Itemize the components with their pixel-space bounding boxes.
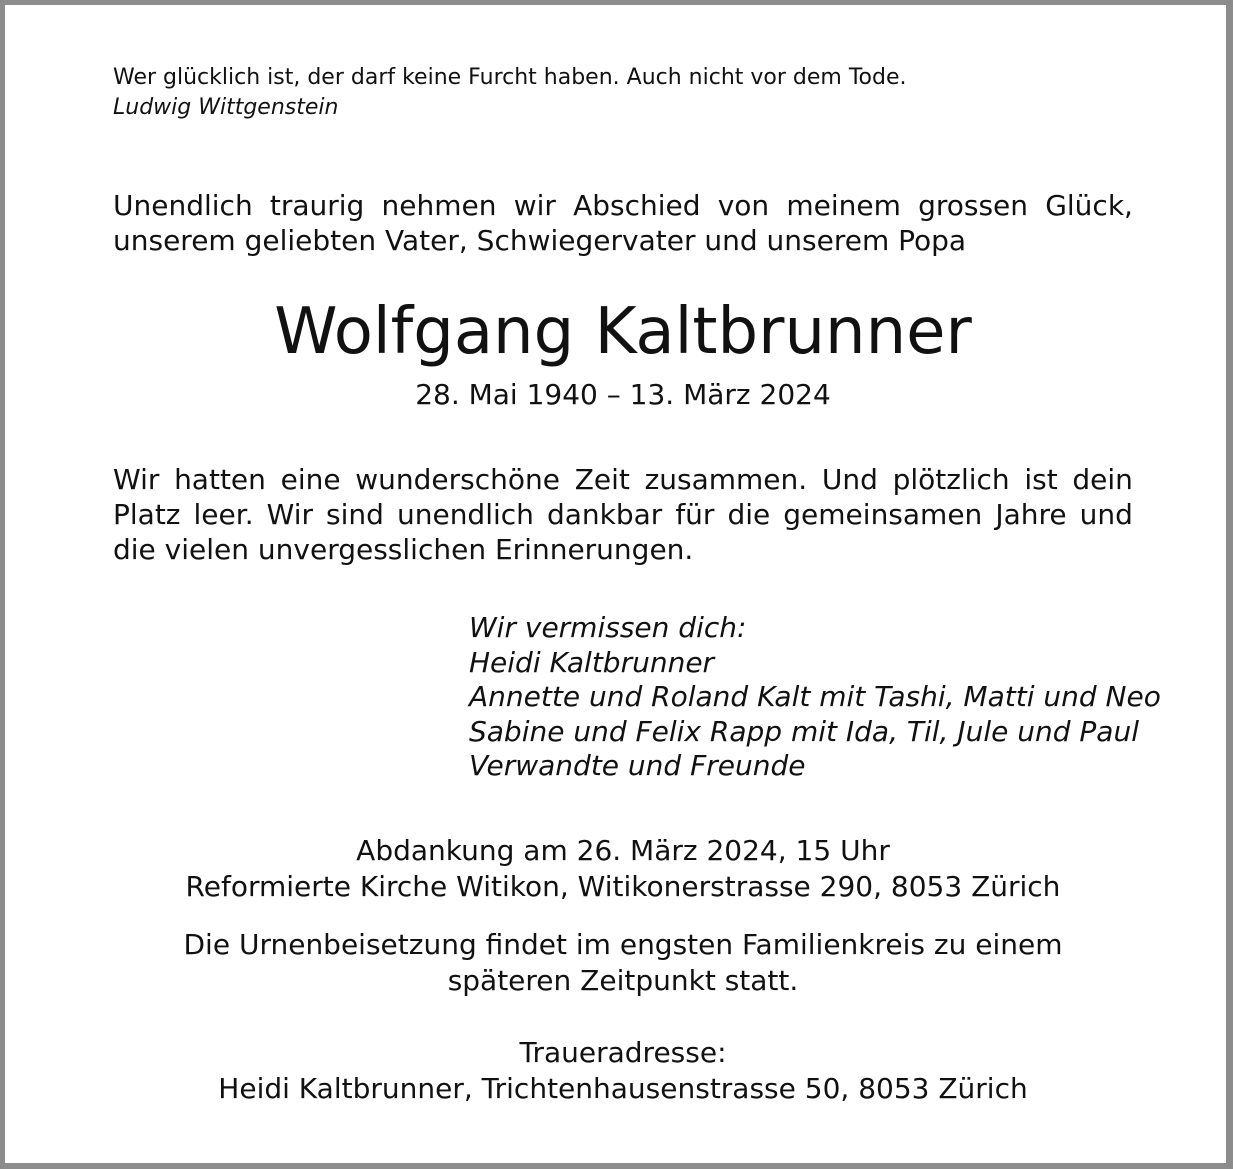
message-word: plötzlich bbox=[892, 463, 1010, 496]
intro-word: traurig bbox=[269, 189, 365, 222]
urn-line-1: Die Urnenbeisetzung findet im engsten Familienkreis zu einem bbox=[183, 928, 1063, 961]
intro-word: nehmen bbox=[381, 189, 497, 222]
intro-word: meinem bbox=[786, 189, 901, 222]
intro-line-2: unserem geliebten Vater, Schwiegervater und unserem Popa bbox=[113, 224, 967, 257]
message-word: Platz bbox=[113, 498, 181, 531]
intro-word: Unendlich bbox=[113, 189, 253, 222]
message-word: sind bbox=[326, 498, 384, 531]
message-word: Und bbox=[821, 463, 878, 496]
service-when: Abdankung am 26. März 2024, 15 Uhr bbox=[356, 834, 890, 867]
message-word: Wir bbox=[113, 463, 160, 496]
service-where: Reformierte Kirche Witikon, Witikonerstrasse 290, 8053 Zürich bbox=[185, 870, 1061, 903]
mourning-address bbox=[113, 1035, 1133, 1107]
message-word: leer. bbox=[193, 498, 254, 531]
life-dates: 28. Mai 1940 – 13. März 2024 bbox=[415, 378, 831, 411]
mourner-name: Heidi Kaltbrunner bbox=[469, 645, 715, 679]
message-word: wunderschöne bbox=[355, 463, 561, 496]
mourner-name: Sabine und Felix Rapp mit Ida, Til, Jule und Paul bbox=[469, 714, 1139, 748]
intro-word: grossen bbox=[918, 189, 1029, 222]
message-word: Zeit bbox=[574, 463, 630, 496]
message-word: und bbox=[1079, 498, 1133, 531]
urn-burial-note bbox=[113, 927, 1133, 999]
intro-word: Abschied bbox=[573, 189, 701, 222]
message-word: unendlich bbox=[396, 498, 534, 531]
mourner-name: Annette und Roland Kalt mit Tashi, Matti und Neo bbox=[469, 680, 1161, 714]
message-paragraph bbox=[113, 462, 1133, 567]
mourning-address-value: Heidi Kaltbrunner, Trichtenhausenstrasse 50, 8053 Zürich bbox=[218, 1072, 1028, 1105]
intro-line-1 bbox=[113, 188, 1133, 223]
message-word: dankbar bbox=[546, 498, 663, 531]
message-word: ist bbox=[1024, 463, 1058, 496]
mourner-name: Verwandte und Freunde bbox=[469, 749, 806, 783]
intro-paragraph bbox=[113, 188, 1133, 258]
message-word: Jahre bbox=[995, 498, 1067, 531]
message-word: zusammen. bbox=[644, 463, 808, 496]
intro-word: von bbox=[717, 189, 770, 222]
intro-word: Glück, bbox=[1045, 189, 1133, 222]
message-line-3: die vielen unvergesslichen Erinnerungen. bbox=[113, 533, 694, 566]
mourning-address-label: Traueradresse: bbox=[519, 1036, 727, 1069]
message-word: für bbox=[675, 498, 715, 531]
epigraph bbox=[113, 63, 906, 123]
quote-text: Wer glücklich ist, der darf keine Furcht haben. Auch nicht vor dem Tode. bbox=[113, 65, 907, 90]
quote-author: Ludwig Wittgenstein bbox=[113, 95, 339, 120]
message-word: die bbox=[727, 498, 771, 531]
message-word: hatten bbox=[174, 463, 266, 496]
urn-line-2: späteren Zeitpunkt statt. bbox=[447, 964, 799, 997]
message-line-2 bbox=[113, 497, 1133, 532]
mourners-list bbox=[469, 611, 1161, 784]
mourners-heading: Wir vermissen dich: bbox=[469, 611, 747, 644]
message-word: eine bbox=[280, 463, 341, 496]
deceased-name: Wolfgang Kaltbrunner bbox=[274, 295, 972, 369]
message-word: Wir bbox=[266, 498, 314, 531]
message-line-1 bbox=[113, 462, 1133, 497]
service-details bbox=[113, 833, 1133, 905]
intro-word: wir bbox=[513, 189, 556, 222]
message-word: dein bbox=[1072, 463, 1133, 496]
message-word: gemeinsamen bbox=[783, 498, 983, 531]
